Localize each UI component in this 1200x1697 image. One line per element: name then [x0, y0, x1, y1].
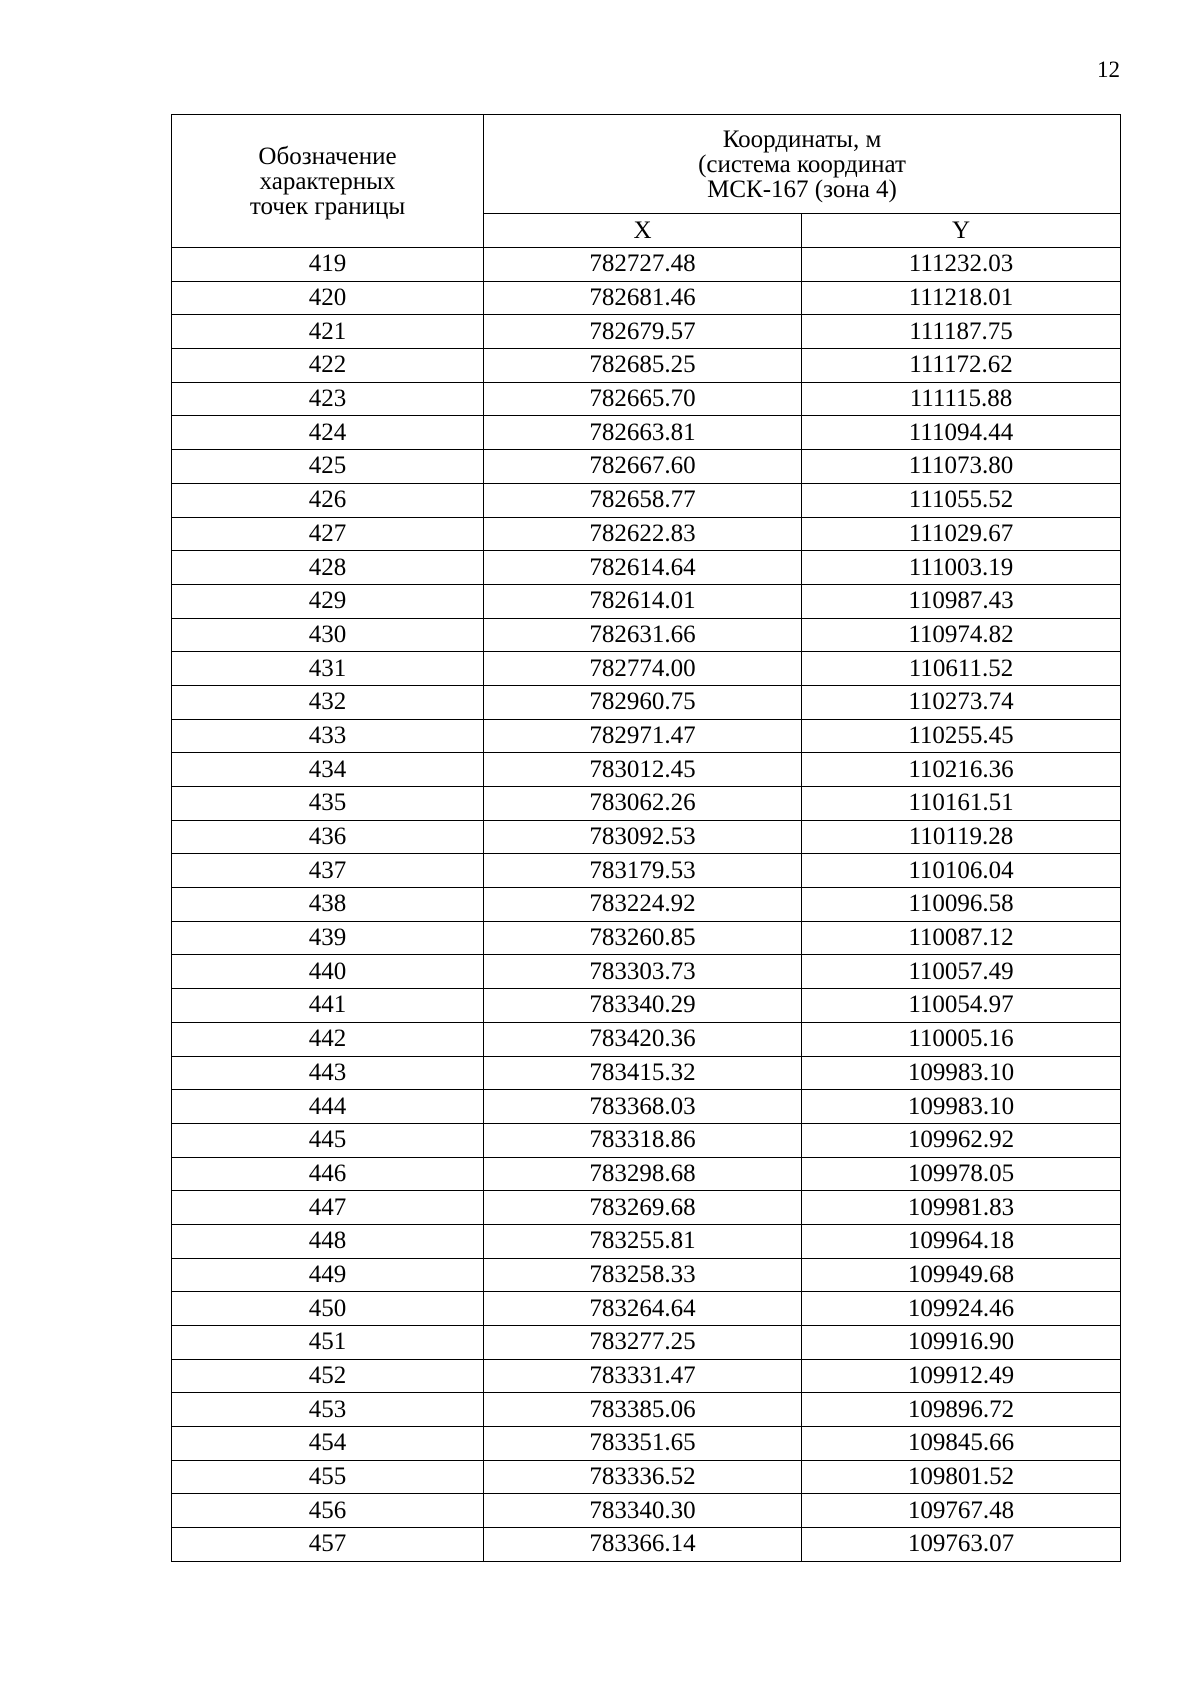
table-row	[172, 854, 1121, 888]
point-number-cell: 432	[172, 685, 484, 719]
x-coordinate-cell: 783351.65	[484, 1427, 802, 1461]
table-header	[172, 115, 1121, 248]
y-coordinate-cell: 110161.51	[802, 787, 1121, 821]
x-coordinate-cell: 783318.86	[484, 1123, 802, 1157]
y-coordinate-cell: 110974.82	[802, 618, 1121, 652]
x-coordinate-cell: 783385.06	[484, 1393, 802, 1427]
x-coordinate-cell: 783331.47	[484, 1359, 802, 1393]
table-row	[172, 1157, 1121, 1191]
x-coordinate-cell: 782665.70	[484, 382, 802, 416]
x-coordinate-cell: 782622.83	[484, 517, 802, 551]
y-coordinate-cell: 109981.83	[802, 1191, 1121, 1225]
point-number-cell: 456	[172, 1494, 484, 1528]
point-designation-header	[172, 115, 484, 248]
y-coordinate-cell: 110255.45	[802, 719, 1121, 753]
y-coordinate-cell: 110087.12	[802, 921, 1121, 955]
table-row	[172, 1359, 1121, 1393]
table-row	[172, 1427, 1121, 1461]
table-row	[172, 618, 1121, 652]
point-number-cell: 455	[172, 1460, 484, 1494]
table-row	[172, 989, 1121, 1023]
point-number-cell: 431	[172, 652, 484, 686]
point-number-cell: 437	[172, 854, 484, 888]
coordinates-header	[484, 115, 1121, 214]
x-coordinate-cell: 783258.33	[484, 1258, 802, 1292]
point-number-cell: 438	[172, 888, 484, 922]
table-row	[172, 1528, 1121, 1562]
table-row	[172, 820, 1121, 854]
point-number-cell: 434	[172, 753, 484, 787]
point-number-cell: 430	[172, 618, 484, 652]
y-coordinate-cell: 109924.46	[802, 1292, 1121, 1326]
point-number-cell: 423	[172, 382, 484, 416]
y-coordinate-cell: 109845.66	[802, 1427, 1121, 1461]
y-coordinate-cell: 109912.49	[802, 1359, 1121, 1393]
table-row	[172, 719, 1121, 753]
point-number-cell: 442	[172, 1022, 484, 1056]
y-coordinate-cell: 109763.07	[802, 1528, 1121, 1562]
x-coordinate-cell: 782667.60	[484, 450, 802, 484]
table-row	[172, 1056, 1121, 1090]
y-coordinate-cell: 110054.97	[802, 989, 1121, 1023]
x-coordinate-cell: 782631.66	[484, 618, 802, 652]
coords-header-line: Координаты, м	[722, 125, 882, 153]
coordinates-table	[171, 114, 1121, 1562]
x-coordinate-cell: 782727.48	[484, 248, 802, 282]
x-coordinate-cell: 782614.64	[484, 551, 802, 585]
point-number-cell: 450	[172, 1292, 484, 1326]
table-row	[172, 888, 1121, 922]
x-coordinate-cell: 783336.52	[484, 1460, 802, 1494]
y-coordinate-cell: 111172.62	[802, 349, 1121, 383]
x-coordinate-cell: 782681.46	[484, 281, 802, 315]
table-row	[172, 1460, 1121, 1494]
y-coordinate-cell: 110216.36	[802, 753, 1121, 787]
y-coordinate-cell: 111029.67	[802, 517, 1121, 551]
y-coordinate-cell: 109801.52	[802, 1460, 1121, 1494]
table-row	[172, 1224, 1121, 1258]
x-coordinate-cell: 783092.53	[484, 820, 802, 854]
table-row	[172, 382, 1121, 416]
table-row	[172, 1258, 1121, 1292]
table-row	[172, 1123, 1121, 1157]
x-coordinate-cell: 783415.32	[484, 1056, 802, 1090]
point-number-cell: 433	[172, 719, 484, 753]
table-row	[172, 517, 1121, 551]
point-header-line: Обозначение	[258, 142, 397, 170]
table-row	[172, 787, 1121, 821]
y-coordinate-cell: 111055.52	[802, 483, 1121, 517]
table-row	[172, 315, 1121, 349]
x-coordinate-cell: 782971.47	[484, 719, 802, 753]
x-coordinate-cell: 783062.26	[484, 787, 802, 821]
table-row	[172, 652, 1121, 686]
x-coordinate-cell: 783366.14	[484, 1528, 802, 1562]
point-number-cell: 451	[172, 1326, 484, 1360]
x-coordinate-cell: 782774.00	[484, 652, 802, 686]
y-coordinate-cell: 110096.58	[802, 888, 1121, 922]
y-coordinate-cell: 109767.48	[802, 1494, 1121, 1528]
point-number-cell: 445	[172, 1123, 484, 1157]
y-coordinate-cell: 110057.49	[802, 955, 1121, 989]
x-coordinate-cell: 783012.45	[484, 753, 802, 787]
table-row	[172, 921, 1121, 955]
table-row	[172, 685, 1121, 719]
y-coordinate-cell: 111232.03	[802, 248, 1121, 282]
x-coordinate-cell: 782614.01	[484, 584, 802, 618]
point-number-cell: 447	[172, 1191, 484, 1225]
y-coordinate-cell: 111218.01	[802, 281, 1121, 315]
y-coordinate-cell: 109964.18	[802, 1224, 1121, 1258]
y-coordinate-cell: 111073.80	[802, 450, 1121, 484]
y-coordinate-cell: 110005.16	[802, 1022, 1121, 1056]
point-number-cell: 421	[172, 315, 484, 349]
x-coordinate-cell: 783269.68	[484, 1191, 802, 1225]
table-row	[172, 1494, 1121, 1528]
point-number-cell: 439	[172, 921, 484, 955]
table-row	[172, 753, 1121, 787]
table-row	[172, 1090, 1121, 1124]
y-coordinate-cell: 110119.28	[802, 820, 1121, 854]
x-coordinate-cell: 782960.75	[484, 685, 802, 719]
y-coordinate-cell: 109983.10	[802, 1056, 1121, 1090]
point-number-cell: 449	[172, 1258, 484, 1292]
x-coordinate-cell: 783224.92	[484, 888, 802, 922]
table-row	[172, 1393, 1121, 1427]
y-coordinate-cell: 110106.04	[802, 854, 1121, 888]
y-coordinate-cell: 109983.10	[802, 1090, 1121, 1124]
point-header-line: точек границы	[249, 192, 406, 220]
x-coordinate-cell: 783277.25	[484, 1326, 802, 1360]
point-number-cell: 436	[172, 820, 484, 854]
point-header-line: характерных	[259, 167, 396, 195]
table-row	[172, 1326, 1121, 1360]
x-column-header: X	[484, 214, 802, 248]
table-row	[172, 1191, 1121, 1225]
y-coordinate-cell: 111115.88	[802, 382, 1121, 416]
coords-header-line: (система координат	[698, 150, 906, 178]
coords-header-line: МСК-167 (зона 4)	[707, 175, 897, 203]
x-coordinate-cell: 782679.57	[484, 315, 802, 349]
y-coordinate-cell: 111187.75	[802, 315, 1121, 349]
y-coordinate-cell: 109949.68	[802, 1258, 1121, 1292]
y-coordinate-cell: 111094.44	[802, 416, 1121, 450]
table-row	[172, 349, 1121, 383]
table-row	[172, 483, 1121, 517]
table-row	[172, 248, 1121, 282]
point-number-cell: 426	[172, 483, 484, 517]
point-number-cell: 443	[172, 1056, 484, 1090]
y-column-header: Y	[802, 214, 1121, 248]
table-row	[172, 1022, 1121, 1056]
table-row	[172, 416, 1121, 450]
y-coordinate-cell: 110611.52	[802, 652, 1121, 686]
table-row	[172, 551, 1121, 585]
x-coordinate-cell: 783340.29	[484, 989, 802, 1023]
table-row	[172, 281, 1121, 315]
x-coordinate-cell: 782663.81	[484, 416, 802, 450]
table-row	[172, 955, 1121, 989]
x-coordinate-cell: 783179.53	[484, 854, 802, 888]
point-number-cell: 425	[172, 450, 484, 484]
x-coordinate-cell: 783420.36	[484, 1022, 802, 1056]
x-coordinate-cell: 782658.77	[484, 483, 802, 517]
x-coordinate-cell: 783303.73	[484, 955, 802, 989]
x-coordinate-cell: 783340.30	[484, 1494, 802, 1528]
table-row	[172, 584, 1121, 618]
point-number-cell: 419	[172, 248, 484, 282]
point-number-cell: 452	[172, 1359, 484, 1393]
x-coordinate-cell: 783298.68	[484, 1157, 802, 1191]
x-coordinate-cell: 783264.64	[484, 1292, 802, 1326]
point-number-cell: 441	[172, 989, 484, 1023]
y-coordinate-cell: 109978.05	[802, 1157, 1121, 1191]
point-number-cell: 424	[172, 416, 484, 450]
point-number-cell: 429	[172, 584, 484, 618]
point-number-cell: 427	[172, 517, 484, 551]
x-coordinate-cell: 783255.81	[484, 1224, 802, 1258]
point-number-cell: 422	[172, 349, 484, 383]
point-number-cell: 457	[172, 1528, 484, 1562]
x-coordinate-cell: 782685.25	[484, 349, 802, 383]
table-body	[172, 248, 1121, 1562]
y-coordinate-cell: 111003.19	[802, 551, 1121, 585]
point-number-cell: 454	[172, 1427, 484, 1461]
x-coordinate-cell: 783368.03	[484, 1090, 802, 1124]
table-row	[172, 1292, 1121, 1326]
point-number-cell: 435	[172, 787, 484, 821]
page-number: 12	[1097, 57, 1120, 82]
y-coordinate-cell: 110987.43	[802, 584, 1121, 618]
point-number-cell: 440	[172, 955, 484, 989]
y-coordinate-cell: 109962.92	[802, 1123, 1121, 1157]
point-number-cell: 420	[172, 281, 484, 315]
point-number-cell: 453	[172, 1393, 484, 1427]
x-coordinate-cell: 783260.85	[484, 921, 802, 955]
y-coordinate-cell: 109896.72	[802, 1393, 1121, 1427]
y-coordinate-cell: 110273.74	[802, 685, 1121, 719]
point-number-cell: 444	[172, 1090, 484, 1124]
point-number-cell: 428	[172, 551, 484, 585]
point-number-cell: 446	[172, 1157, 484, 1191]
point-number-cell: 448	[172, 1224, 484, 1258]
y-coordinate-cell: 109916.90	[802, 1326, 1121, 1360]
table-row	[172, 450, 1121, 484]
